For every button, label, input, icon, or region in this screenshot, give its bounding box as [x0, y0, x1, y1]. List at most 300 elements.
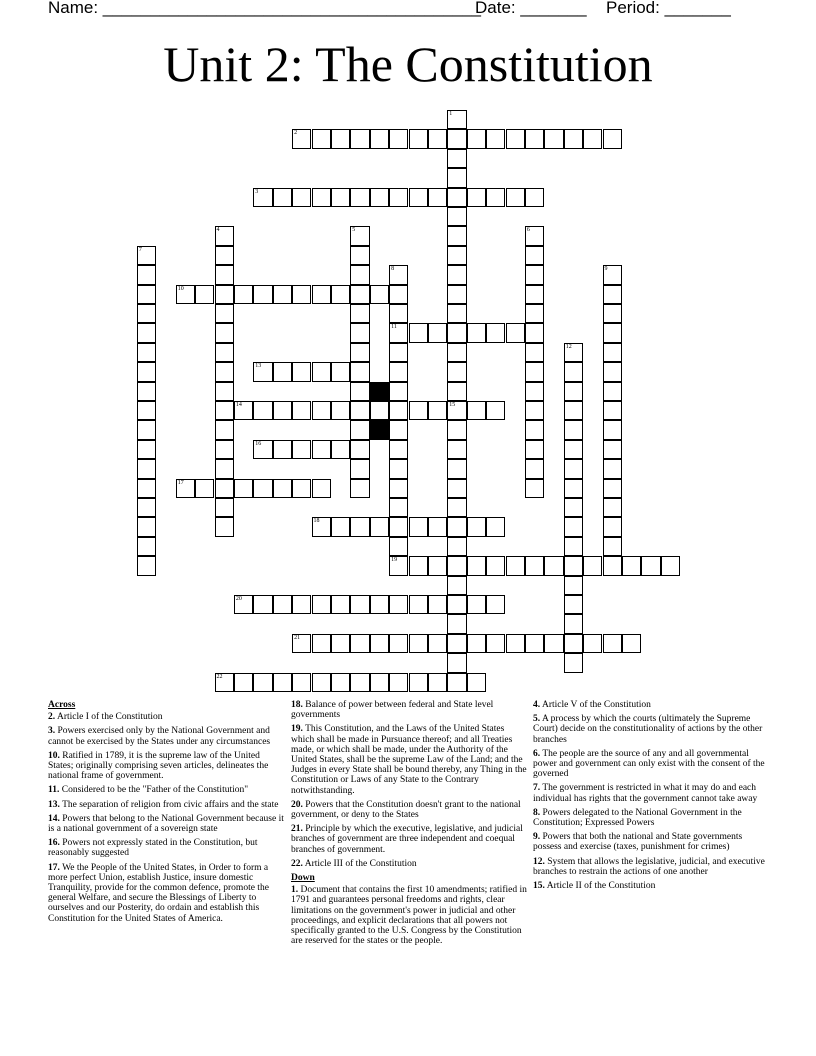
- grid-cell[interactable]: [603, 537, 622, 556]
- grid-cell[interactable]: [525, 420, 544, 439]
- grid-cell[interactable]: [467, 188, 486, 207]
- grid-cell[interactable]: [370, 673, 389, 692]
- clue-number: 1.: [291, 885, 299, 896]
- grid-cell[interactable]: [137, 556, 156, 575]
- grid-cell[interactable]: [389, 285, 408, 304]
- grid-cell[interactable]: [253, 401, 272, 420]
- grid-cell[interactable]: [389, 498, 408, 517]
- grid-cell[interactable]: [312, 479, 331, 498]
- grid-cell[interactable]: [350, 129, 369, 148]
- grid-cell[interactable]: [215, 517, 234, 536]
- grid-cell[interactable]: [215, 479, 234, 498]
- grid-cell[interactable]: [564, 498, 583, 517]
- grid-cell[interactable]: [350, 362, 369, 381]
- grid-cell[interactable]: [603, 556, 622, 575]
- grid-cell[interactable]: [234, 673, 253, 692]
- grid-cell[interactable]: [350, 634, 369, 653]
- grid-cell[interactable]: [350, 246, 369, 265]
- grid-cell[interactable]: [350, 673, 369, 692]
- grid-cell[interactable]: [389, 440, 408, 459]
- clue-text: The separation of religion from civic affairs and the state: [59, 799, 279, 810]
- grid-cell[interactable]: [447, 556, 466, 575]
- grid-cell[interactable]: [389, 343, 408, 362]
- grid-cell[interactable]: [525, 440, 544, 459]
- grid-cell[interactable]: [215, 440, 234, 459]
- grid-cell[interactable]: [603, 634, 622, 653]
- grid-cell[interactable]: [447, 595, 466, 614]
- grid-cell[interactable]: [137, 362, 156, 381]
- grid-cell[interactable]: [389, 362, 408, 381]
- grid-cell[interactable]: [447, 362, 466, 381]
- grid-cell[interactable]: [312, 285, 331, 304]
- clue-number: 3.: [48, 726, 56, 737]
- grid-cell[interactable]: [215, 420, 234, 439]
- grid-cell[interactable]: [350, 595, 369, 614]
- grid-cell[interactable]: [447, 188, 466, 207]
- grid-cell[interactable]: [292, 285, 311, 304]
- grid-cell[interactable]: [176, 285, 195, 304]
- grid-cell[interactable]: [603, 343, 622, 362]
- clue-item: [48, 751, 284, 782]
- grid-cell[interactable]: [253, 595, 272, 614]
- grid-cell[interactable]: [292, 595, 311, 614]
- grid-cell[interactable]: [331, 440, 350, 459]
- cell-number: 5: [352, 227, 356, 234]
- grid-cell[interactable]: [447, 323, 466, 342]
- grid-cell[interactable]: [564, 556, 583, 575]
- grid-cell[interactable]: [350, 226, 369, 245]
- grid-cell[interactable]: [603, 129, 622, 148]
- grid-cell[interactable]: [370, 517, 389, 536]
- grid-cell[interactable]: [564, 420, 583, 439]
- grid-cell[interactable]: [428, 556, 447, 575]
- grid-cell[interactable]: [350, 382, 369, 401]
- grid-cell[interactable]: [603, 323, 622, 342]
- grid-cell[interactable]: [292, 634, 311, 653]
- grid-cell[interactable]: [234, 401, 253, 420]
- grid-cell[interactable]: [583, 129, 602, 148]
- grid-cell[interactable]: [312, 188, 331, 207]
- grid-cell[interactable]: [409, 188, 428, 207]
- cell-number: 17: [177, 479, 184, 486]
- grid-cell[interactable]: [350, 420, 369, 439]
- grid-cell[interactable]: [350, 323, 369, 342]
- grid-cell[interactable]: [409, 129, 428, 148]
- grid-cell[interactable]: [447, 653, 466, 672]
- grid-cell[interactable]: [195, 479, 214, 498]
- grid-cell[interactable]: [564, 614, 583, 633]
- grid-cell[interactable]: [137, 517, 156, 536]
- grid-cell[interactable]: [603, 517, 622, 536]
- grid-cell[interactable]: [564, 537, 583, 556]
- cell-number: 16: [255, 440, 262, 447]
- grid-cell[interactable]: [409, 634, 428, 653]
- grid-cell[interactable]: [564, 634, 583, 653]
- grid-cell[interactable]: [389, 556, 408, 575]
- grid-cell[interactable]: [447, 343, 466, 362]
- grid-cell[interactable]: [603, 479, 622, 498]
- grid-cell[interactable]: [350, 440, 369, 459]
- grid-cell[interactable]: [603, 420, 622, 439]
- grid-cell[interactable]: [544, 129, 563, 148]
- grid-cell[interactable]: [331, 285, 350, 304]
- grid-cell[interactable]: [525, 459, 544, 478]
- clue-number: 14.: [48, 813, 60, 824]
- grid-cell[interactable]: [331, 129, 350, 148]
- grid-cell[interactable]: [273, 595, 292, 614]
- grid-cell[interactable]: [215, 304, 234, 323]
- clue-item: [533, 783, 773, 803]
- grid-cell[interactable]: [389, 459, 408, 478]
- clue-list-col2-down: [291, 885, 527, 946]
- grid-cell[interactable]: [370, 595, 389, 614]
- clue-list-col2-across: [291, 700, 527, 869]
- grid-cell[interactable]: [486, 188, 505, 207]
- grid-cell[interactable]: [467, 401, 486, 420]
- clue-text: Article I of the Constitution: [55, 712, 163, 723]
- grid-cell[interactable]: [350, 401, 369, 420]
- cell-number: 15: [449, 402, 456, 408]
- grid-cell[interactable]: [331, 362, 350, 381]
- grid-cell[interactable]: [447, 110, 466, 129]
- grid-cell[interactable]: [428, 517, 447, 536]
- grid-cell[interactable]: [506, 323, 525, 342]
- grid-cell[interactable]: [447, 207, 466, 226]
- clue-number: 21.: [291, 824, 303, 835]
- grid-cell[interactable]: [486, 634, 505, 653]
- grid-cell[interactable]: [506, 556, 525, 575]
- grid-cell[interactable]: [137, 401, 156, 420]
- grid-cell[interactable]: [603, 459, 622, 478]
- grid-cell[interactable]: [506, 634, 525, 653]
- grid-cell[interactable]: [350, 285, 369, 304]
- grid-cell[interactable]: [292, 479, 311, 498]
- grid-cell[interactable]: [409, 401, 428, 420]
- grid-cell[interactable]: [603, 265, 622, 284]
- grid-cell[interactable]: [564, 440, 583, 459]
- grid-cell[interactable]: [273, 479, 292, 498]
- grid-cell[interactable]: [603, 382, 622, 401]
- grid-cell[interactable]: [137, 537, 156, 556]
- clue-text: Powers that the Constitution doesn't grant to the national government, or deny to the States: [291, 799, 521, 821]
- grid-cell[interactable]: [215, 285, 234, 304]
- grid-cell[interactable]: [603, 401, 622, 420]
- grid-cell[interactable]: [467, 556, 486, 575]
- grid-cell[interactable]: [331, 188, 350, 207]
- clue-item: [533, 832, 773, 852]
- grid-cell[interactable]: [389, 634, 408, 653]
- grid-cell[interactable]: [564, 459, 583, 478]
- grid-cell[interactable]: [350, 188, 369, 207]
- grid-cell[interactable]: [137, 459, 156, 478]
- clue-text: The government is restricted in what it may do and each individual has rights that the government cannot take away: [533, 783, 758, 804]
- grid-cell[interactable]: [447, 440, 466, 459]
- grid-cell[interactable]: [137, 382, 156, 401]
- grid-cell[interactable]: [312, 673, 331, 692]
- grid-cell[interactable]: [273, 285, 292, 304]
- grid-cell[interactable]: [253, 440, 272, 459]
- grid-cell[interactable]: [215, 265, 234, 284]
- grid-cell[interactable]: [486, 401, 505, 420]
- grid-cell[interactable]: [564, 653, 583, 672]
- grid-cell[interactable]: [215, 459, 234, 478]
- grid-cell[interactable]: [525, 634, 544, 653]
- grid-cell[interactable]: [137, 343, 156, 362]
- grid-cell[interactable]: [312, 595, 331, 614]
- grid-cell[interactable]: [583, 556, 602, 575]
- grid-cell[interactable]: [544, 634, 563, 653]
- grid-cell[interactable]: [389, 673, 408, 692]
- grid-cell[interactable]: [253, 479, 272, 498]
- grid-cell[interactable]: [273, 440, 292, 459]
- grid-cell[interactable]: [525, 304, 544, 323]
- clue-number: 9.: [533, 832, 541, 843]
- grid-cell[interactable]: [447, 459, 466, 478]
- grid-cell[interactable]: [428, 188, 447, 207]
- grid-cell[interactable]: [447, 498, 466, 517]
- grid-cell[interactable]: [273, 362, 292, 381]
- grid-cell[interactable]: [564, 129, 583, 148]
- grid-cell[interactable]: [447, 634, 466, 653]
- grid-cell[interactable]: [603, 440, 622, 459]
- grid-cell[interactable]: [564, 576, 583, 595]
- grid-cell[interactable]: [603, 498, 622, 517]
- cell-number: 9: [604, 266, 608, 273]
- grid-cell[interactable]: [525, 479, 544, 498]
- grid-cell[interactable]: [370, 188, 389, 207]
- grid-cell[interactable]: [525, 246, 544, 265]
- grid-cell[interactable]: [467, 129, 486, 148]
- grid-cell[interactable]: [486, 129, 505, 148]
- grid-cell[interactable]: [467, 595, 486, 614]
- grid-cell[interactable]: [447, 285, 466, 304]
- grid-cell[interactable]: [603, 285, 622, 304]
- grid-cell[interactable]: [389, 188, 408, 207]
- grid-cell[interactable]: [292, 401, 311, 420]
- grid-cell[interactable]: [525, 129, 544, 148]
- grid-cell[interactable]: [409, 673, 428, 692]
- grid-cell[interactable]: [389, 479, 408, 498]
- grid-cell[interactable]: [253, 362, 272, 381]
- grid-cell[interactable]: [273, 673, 292, 692]
- grid-cell[interactable]: [486, 517, 505, 536]
- grid-cell[interactable]: [583, 634, 602, 653]
- grid-cell[interactable]: [253, 188, 272, 207]
- grid-cell[interactable]: [447, 149, 466, 168]
- grid-cell[interactable]: [564, 517, 583, 536]
- grid-cell[interactable]: [447, 129, 466, 148]
- grid-cell[interactable]: [506, 129, 525, 148]
- grid-cell[interactable]: [195, 285, 214, 304]
- grid-cell[interactable]: [486, 556, 505, 575]
- grid-cell[interactable]: [564, 479, 583, 498]
- grid-cell[interactable]: [215, 673, 234, 692]
- grid-cell[interactable]: [215, 401, 234, 420]
- grid-cell[interactable]: [215, 382, 234, 401]
- clue-item: [291, 885, 527, 946]
- grid-cell[interactable]: [525, 556, 544, 575]
- grid-cell[interactable]: [389, 304, 408, 323]
- grid-cell[interactable]: [447, 304, 466, 323]
- grid-cell[interactable]: [428, 595, 447, 614]
- grid-cell[interactable]: [447, 537, 466, 556]
- grid-cell[interactable]: [409, 323, 428, 342]
- grid-cell[interactable]: [234, 595, 253, 614]
- grid-cell[interactable]: [176, 479, 195, 498]
- grid-cell[interactable]: [447, 517, 466, 536]
- grid-cell[interactable]: [389, 323, 408, 342]
- grid-cell[interactable]: [312, 362, 331, 381]
- grid-cell[interactable]: [525, 362, 544, 381]
- grid-cell[interactable]: [331, 634, 350, 653]
- grid-cell[interactable]: [409, 517, 428, 536]
- grid-cell[interactable]: [525, 226, 544, 245]
- grid-cell[interactable]: [467, 673, 486, 692]
- grid-cell[interactable]: [447, 673, 466, 692]
- grid-cell[interactable]: [467, 517, 486, 536]
- grid-cell[interactable]: [603, 304, 622, 323]
- grid-cell[interactable]: [389, 517, 408, 536]
- grid-cell[interactable]: [564, 382, 583, 401]
- grid-cell[interactable]: [447, 576, 466, 595]
- grid-cell[interactable]: [564, 343, 583, 362]
- grid-cell[interactable]: [215, 362, 234, 381]
- grid-cell[interactable]: [389, 595, 408, 614]
- grid-cell[interactable]: [447, 265, 466, 284]
- grid-cell[interactable]: [350, 459, 369, 478]
- grid-cell[interactable]: [447, 420, 466, 439]
- grid-cell[interactable]: [137, 323, 156, 342]
- grid-cell[interactable]: [370, 129, 389, 148]
- grid-cell[interactable]: [428, 673, 447, 692]
- grid-cell[interactable]: [622, 634, 641, 653]
- grid-cell[interactable]: [525, 188, 544, 207]
- grid-cell[interactable]: [564, 362, 583, 381]
- grid-cell[interactable]: [253, 673, 272, 692]
- grid-cell[interactable]: [525, 401, 544, 420]
- grid-cell[interactable]: [312, 129, 331, 148]
- grid-cell[interactable]: [603, 362, 622, 381]
- grid-cell[interactable]: [331, 517, 350, 536]
- grid-cell[interactable]: [564, 401, 583, 420]
- grid-cell[interactable]: [350, 517, 369, 536]
- clue-text: Article III of the Constitution: [302, 858, 417, 869]
- grid-cell[interactable]: [350, 304, 369, 323]
- grid-cell[interactable]: [312, 401, 331, 420]
- grid-cell[interactable]: [292, 188, 311, 207]
- grid-cell[interactable]: [312, 440, 331, 459]
- grid-cell[interactable]: [331, 401, 350, 420]
- grid-cell[interactable]: [447, 382, 466, 401]
- grid-cell[interactable]: [409, 595, 428, 614]
- grid-cell[interactable]: [273, 188, 292, 207]
- grid-cell[interactable]: [370, 634, 389, 653]
- grid-cell[interactable]: [447, 226, 466, 245]
- date-field-label[interactable]: Date: _______: [475, 0, 587, 17]
- grid-cell[interactable]: [409, 556, 428, 575]
- grid-cell[interactable]: [389, 129, 408, 148]
- grid-cell[interactable]: [137, 265, 156, 284]
- grid-cell[interactable]: [331, 595, 350, 614]
- grid-cell[interactable]: [389, 401, 408, 420]
- grid-cell[interactable]: [292, 129, 311, 148]
- grid-cell[interactable]: [253, 285, 272, 304]
- grid-cell[interactable]: [467, 634, 486, 653]
- grid-cell[interactable]: [525, 265, 544, 284]
- grid-cell[interactable]: [215, 498, 234, 517]
- grid-cell[interactable]: [137, 304, 156, 323]
- name-field-label[interactable]: Name: ________________________________________: [48, 0, 481, 17]
- grid-cell[interactable]: [467, 323, 486, 342]
- grid-cell[interactable]: [137, 498, 156, 517]
- grid-cell[interactable]: [564, 595, 583, 614]
- grid-cell[interactable]: [234, 285, 253, 304]
- grid-cell[interactable]: [641, 556, 660, 575]
- cell-number: 3: [255, 188, 259, 195]
- period-field-label[interactable]: Period: _______: [606, 0, 731, 17]
- grid-cell[interactable]: [137, 420, 156, 439]
- grid-cell[interactable]: [215, 246, 234, 265]
- grid-cell[interactable]: [137, 479, 156, 498]
- grid-cell[interactable]: [506, 188, 525, 207]
- grid-cell[interactable]: [447, 168, 466, 187]
- grid-cell[interactable]: [350, 265, 369, 284]
- grid-cell[interactable]: [350, 479, 369, 498]
- grid-cell[interactable]: [292, 362, 311, 381]
- grid-cell[interactable]: [292, 673, 311, 692]
- grid-cell[interactable]: [389, 420, 408, 439]
- grid-cell[interactable]: [622, 556, 641, 575]
- grid-cell[interactable]: [215, 226, 234, 245]
- grid-cell[interactable]: [486, 323, 505, 342]
- grid-cell[interactable]: [389, 265, 408, 284]
- grid-cell[interactable]: [428, 129, 447, 148]
- grid-cell[interactable]: [486, 595, 505, 614]
- cell-number: 1: [449, 111, 453, 117]
- grid-cell[interactable]: [215, 343, 234, 362]
- grid-cell[interactable]: [525, 323, 544, 342]
- clue-item: [48, 726, 284, 746]
- grid-cell[interactable]: [215, 323, 234, 342]
- grid-cell[interactable]: [234, 479, 253, 498]
- grid-cell[interactable]: [273, 401, 292, 420]
- grid-cell[interactable]: [312, 634, 331, 653]
- grid-cell[interactable]: [428, 323, 447, 342]
- grid-cell[interactable]: [544, 556, 563, 575]
- grid-cell[interactable]: [370, 401, 389, 420]
- grid-cell[interactable]: [137, 440, 156, 459]
- grid-cell[interactable]: [661, 556, 680, 575]
- grid-cell[interactable]: [447, 614, 466, 633]
- grid-cell[interactable]: [350, 343, 369, 362]
- grid-cell[interactable]: [428, 401, 447, 420]
- grid-cell[interactable]: [137, 285, 156, 304]
- grid-cell[interactable]: [292, 440, 311, 459]
- grid-cell[interactable]: [447, 479, 466, 498]
- grid-cell[interactable]: [447, 246, 466, 265]
- grid-cell[interactable]: [428, 634, 447, 653]
- grid-cell[interactable]: [137, 246, 156, 265]
- grid-cell[interactable]: [525, 343, 544, 362]
- grid-cell[interactable]: [312, 517, 331, 536]
- grid-cell[interactable]: [370, 285, 389, 304]
- grid-cell[interactable]: [389, 382, 408, 401]
- grid-cell[interactable]: [447, 401, 466, 420]
- grid-cell[interactable]: [389, 537, 408, 556]
- grid-cell[interactable]: [525, 382, 544, 401]
- grid-cell[interactable]: [331, 673, 350, 692]
- grid-cell[interactable]: [525, 285, 544, 304]
